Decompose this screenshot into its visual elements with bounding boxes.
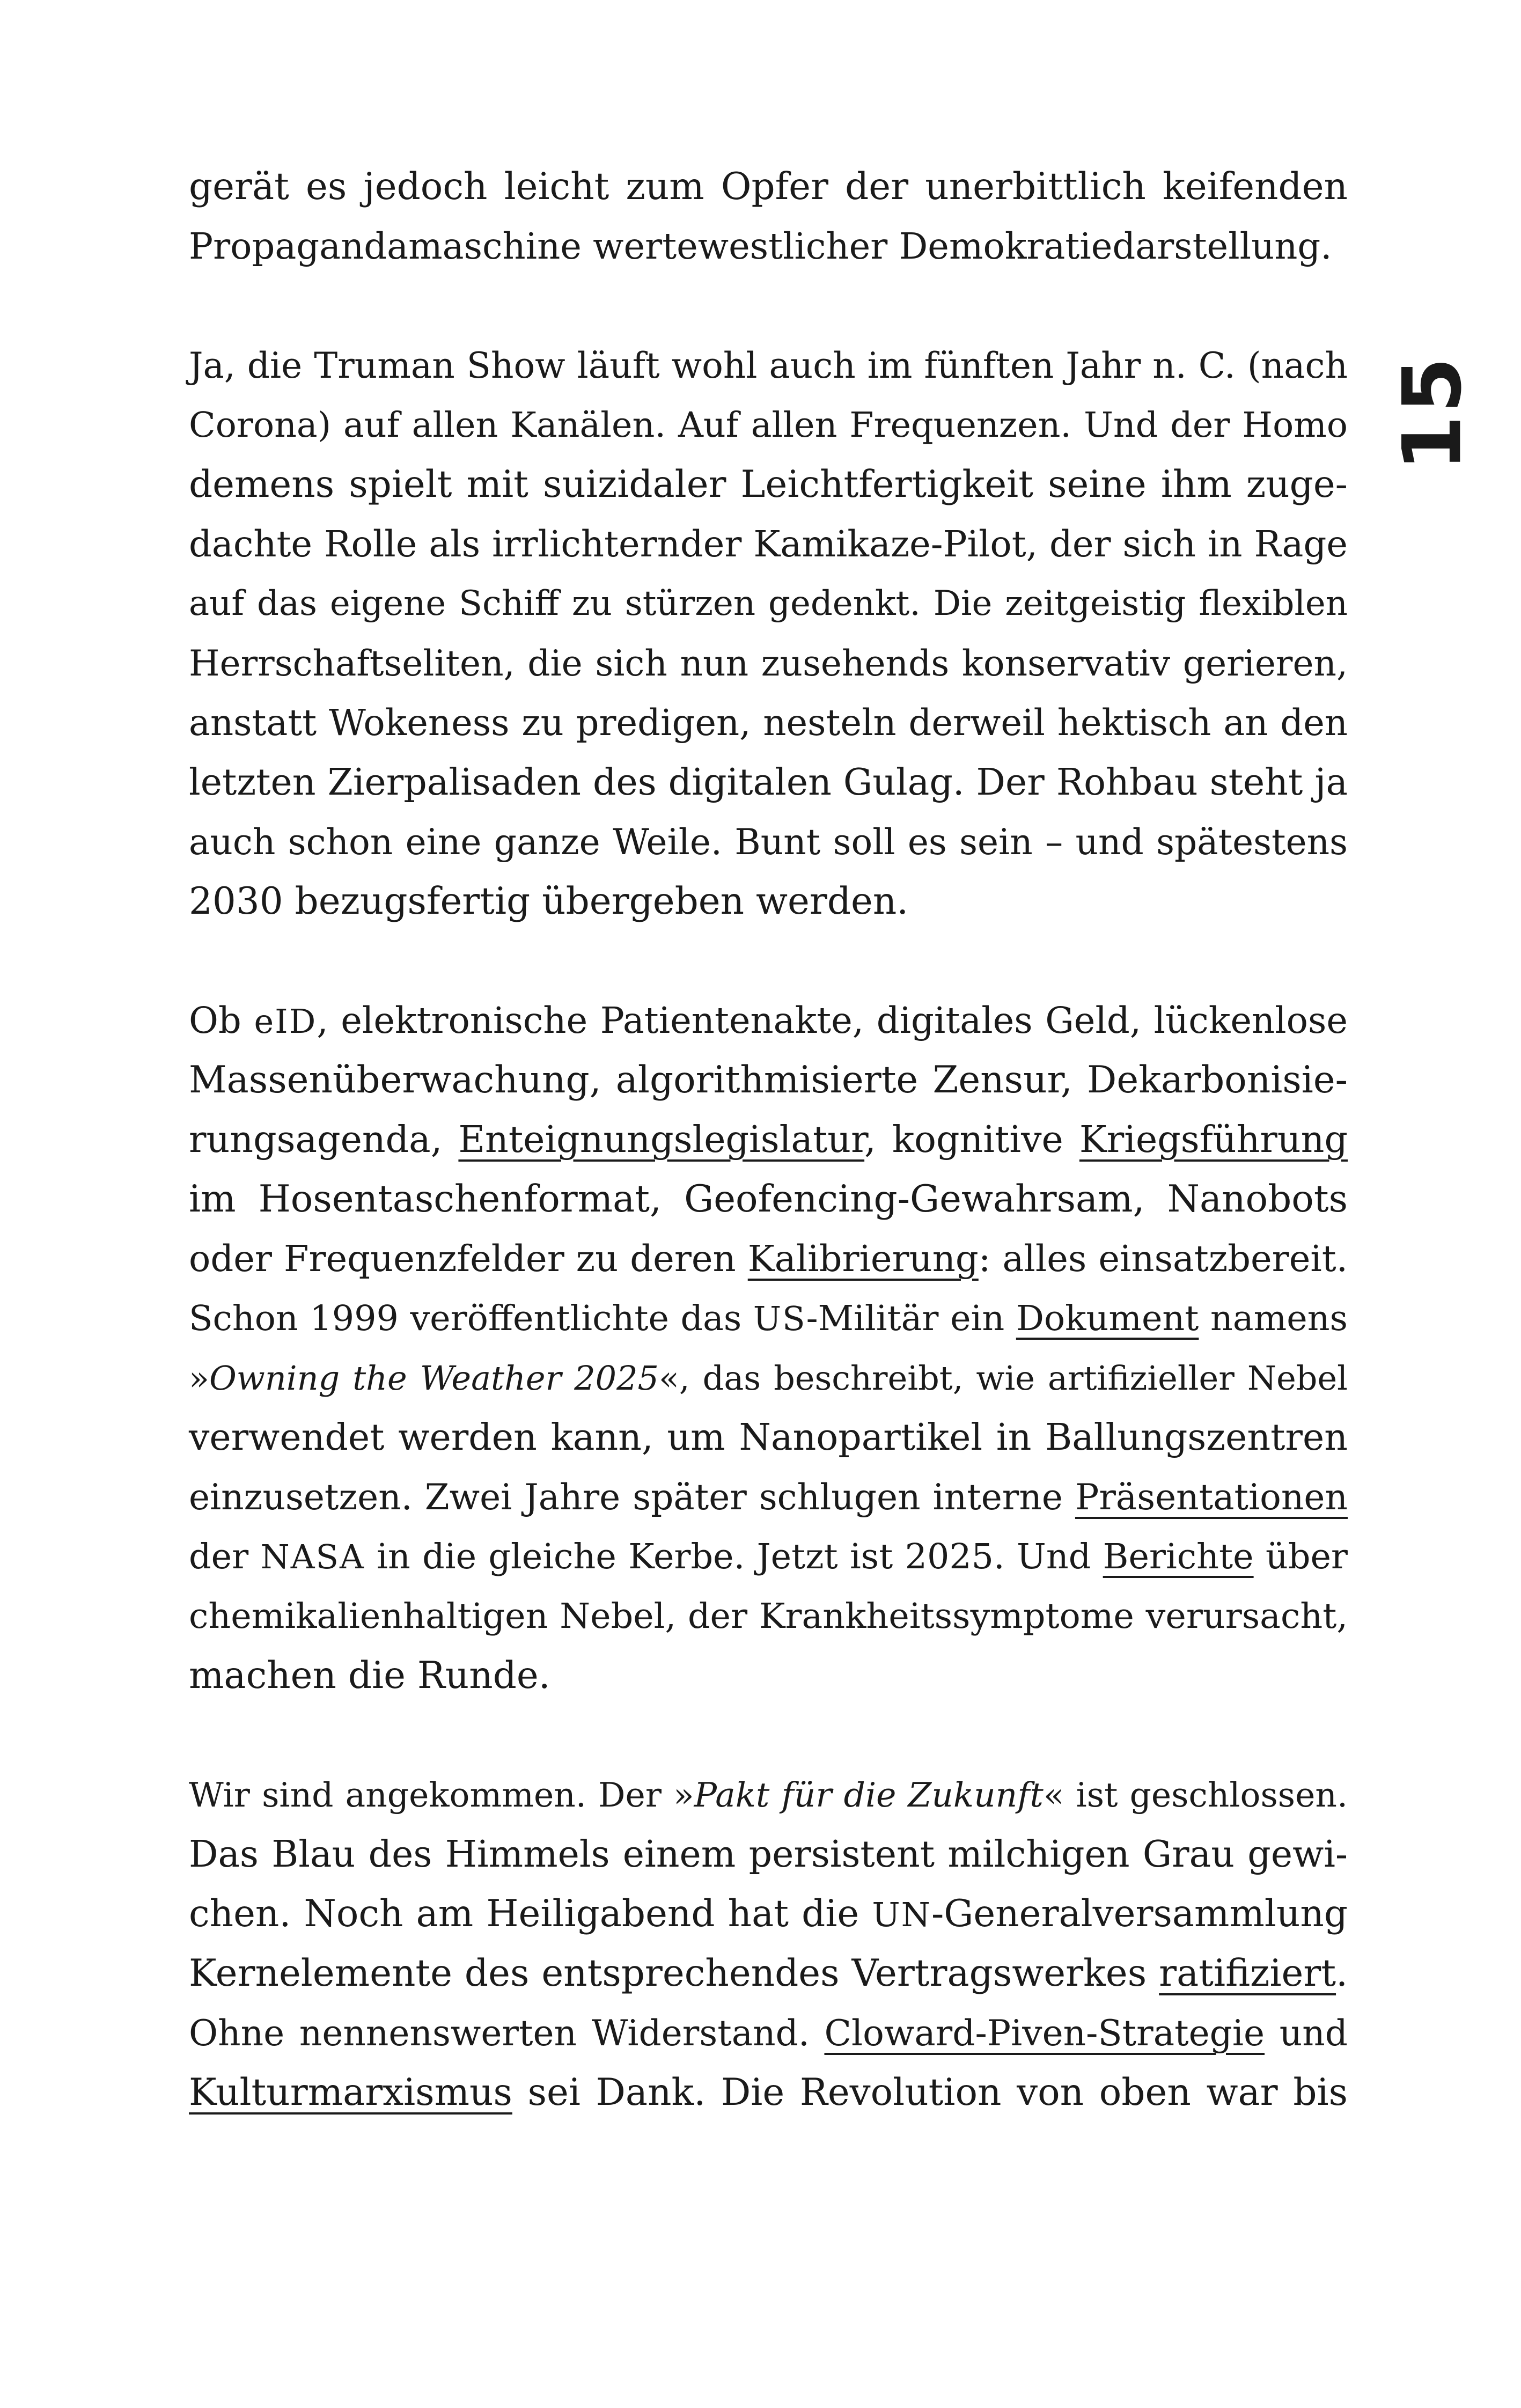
text-segment: einzusetzen. Zwei Jahre später schlugen interne bbox=[189, 1477, 1075, 1518]
text-segment: der bbox=[189, 1537, 261, 1577]
text-line bbox=[189, 515, 1348, 574]
text-segment: 2030 bezugsfertig übergeben werden. bbox=[189, 880, 909, 923]
text-segment: -Militär ein bbox=[806, 1298, 1016, 1339]
link-kalibrierung[interactable]: Kalibrierung bbox=[747, 1238, 979, 1280]
text-segment: verwendet werden kann, um Nanopartikel in Ballungszentren bbox=[189, 1416, 1348, 1459]
text-line bbox=[189, 217, 1348, 276]
text-segment: chemikalienhaltigen Nebel, der Krankheitssymptome verursacht, bbox=[189, 1596, 1348, 1636]
page-number-text: 15 bbox=[1386, 355, 1479, 472]
text-line bbox=[189, 395, 1348, 455]
text-line bbox=[189, 2003, 1348, 2063]
text-segment: , elektronische Patientenakte, digitales Geld, lückenlose bbox=[317, 1000, 1348, 1041]
text-segment: gerät es jedoch leicht zum Opfer der unerbittlich keifenden bbox=[189, 165, 1348, 208]
text-segment: anstatt Wokeness zu predigen, nesteln derweil hektisch an den bbox=[189, 702, 1348, 744]
paragraph bbox=[189, 1765, 1348, 2123]
text-segment: machen die Runde. bbox=[189, 1654, 550, 1697]
text-line bbox=[189, 574, 1348, 634]
link-berichte[interactable]: Berichte bbox=[1103, 1537, 1254, 1577]
text-segment: auf das eigene Schiff zu stürzen gedenkt. Die zeitgeistig flexiblen bbox=[189, 584, 1348, 623]
text-line bbox=[189, 1229, 1348, 1289]
link-kriegsfuehrung[interactable]: Kriegsführung bbox=[1079, 1119, 1348, 1161]
text-segment: « ist geschlossen. bbox=[1043, 1775, 1348, 1815]
text-line bbox=[189, 753, 1348, 812]
text-segment: Massenüberwachung, algorithmisierte Zensur, Dekarbonisie- bbox=[189, 1059, 1348, 1102]
text-line bbox=[189, 1051, 1348, 1110]
paragraph bbox=[189, 157, 1348, 276]
text-segment: in die gleiche Kerbe. Jetzt ist 2025. Und bbox=[364, 1537, 1103, 1577]
paragraph bbox=[189, 991, 1348, 1706]
text-line bbox=[189, 693, 1348, 753]
paragraph-gap bbox=[189, 931, 1348, 991]
text-segment: -Generalversammlung bbox=[931, 1892, 1348, 1935]
text-line bbox=[189, 1467, 1348, 1527]
text-segment: sei Dank. Die Revolution von oben war bis bbox=[512, 2071, 1348, 2114]
text-line bbox=[189, 1408, 1348, 1467]
text-segment: dachte Rolle als irrlichternder Kamikaze-Pilot, der sich in Rage bbox=[189, 523, 1348, 565]
link-dokument[interactable]: Dokument bbox=[1016, 1298, 1199, 1339]
text-segment: Herrschaftseliten, die sich nun zusehends konservativ gerieren, bbox=[189, 643, 1348, 684]
text-line bbox=[189, 1289, 1348, 1348]
text-line bbox=[189, 634, 1348, 693]
text-line bbox=[189, 991, 1348, 1051]
text-segment: Wir sind angekommen. Der » bbox=[189, 1775, 694, 1815]
text-line bbox=[189, 1170, 1348, 1229]
text-segment: im Hosentaschenformat, Geofencing-Gewahrsam, Nanobots bbox=[189, 1178, 1348, 1221]
italic-title: Pakt für die Zukunft bbox=[694, 1775, 1044, 1815]
text-segment: «, das beschreibt, wie artifizieller Nebel bbox=[659, 1359, 1348, 1398]
text-line bbox=[189, 157, 1348, 217]
text-segment: auch schon eine ganze Weile. Bunt soll es sein – und spätestens bbox=[189, 821, 1348, 863]
text-line bbox=[189, 812, 1348, 872]
text-line bbox=[189, 2063, 1348, 2123]
text-segment: namens bbox=[1199, 1298, 1348, 1339]
text-line bbox=[189, 1765, 1348, 1825]
text-line bbox=[189, 1348, 1348, 1408]
text-segment: Propagandamaschine wertewestlicher Demokratiedarstellung. bbox=[189, 225, 1332, 267]
paragraph bbox=[189, 336, 1348, 931]
acronym: eID bbox=[254, 1002, 317, 1041]
italic-title: Owning the Weather 2025 bbox=[209, 1359, 659, 1398]
text-segment: demens spielt mit suizidaler Leichtfertigkeit seine ihm zuge- bbox=[189, 463, 1348, 506]
paragraph-gap bbox=[189, 276, 1348, 336]
acronym: NASA bbox=[260, 1537, 365, 1576]
paragraph-gap bbox=[189, 1706, 1348, 1765]
text-segment: Schon 1999 veröffentlichte das bbox=[189, 1298, 753, 1339]
text-segment: » bbox=[189, 1359, 209, 1398]
page-number bbox=[1379, 349, 1486, 478]
text-line bbox=[189, 872, 1348, 931]
text-segment: . bbox=[1336, 1952, 1348, 1995]
text-segment: und bbox=[1265, 2013, 1348, 2054]
text-line bbox=[189, 1527, 1348, 1587]
acronym: UN bbox=[872, 1895, 931, 1934]
text-line bbox=[189, 1944, 1348, 2003]
text-line bbox=[189, 455, 1348, 515]
text-segment: : alles einsatzbereit. bbox=[978, 1238, 1348, 1280]
link-kulturmarxismus[interactable]: Kulturmarxismus bbox=[189, 2071, 512, 2114]
acronym: US bbox=[753, 1299, 806, 1338]
text-segment: Ob bbox=[189, 1000, 254, 1041]
text-segment: über bbox=[1253, 1537, 1348, 1577]
link-cloward-piven-strategie[interactable]: Cloward-Piven-Strategie bbox=[824, 2013, 1265, 2054]
text-segment: , kognitive bbox=[864, 1119, 1079, 1161]
text-segment: Ja, die Truman Show läuft wohl auch im fünften Jahr n. C. (nach bbox=[189, 345, 1348, 386]
text-line bbox=[189, 1587, 1348, 1646]
text-line bbox=[189, 1646, 1348, 1706]
text-segment: Das Blau des Himmels einem persistent milchigen Grau gewi- bbox=[189, 1833, 1348, 1876]
text-segment: Corona) auf allen Kanälen. Auf allen Frequenzen. Und der Homo bbox=[189, 405, 1348, 445]
text-segment: oder Frequenzfelder zu deren bbox=[189, 1238, 748, 1280]
text-line bbox=[189, 1110, 1348, 1170]
body-text bbox=[189, 157, 1348, 2123]
link-ratifiziert[interactable]: ratifiziert bbox=[1159, 1952, 1336, 1995]
link-enteignungslegislatur[interactable]: Enteignungslegislatur bbox=[458, 1119, 865, 1161]
text-segment: letzten Zierpalisaden des digitalen Gulag. Der Rohbau steht ja bbox=[189, 761, 1348, 804]
text-line bbox=[189, 336, 1348, 395]
text-segment: Kernelemente des entsprechendes Vertragswerkes bbox=[189, 1952, 1159, 1995]
text-segment: chen. Noch am Heiligabend hat die bbox=[189, 1892, 872, 1935]
text-line bbox=[189, 1884, 1348, 1944]
text-segment: rungsagenda, bbox=[189, 1119, 459, 1161]
text-line bbox=[189, 1825, 1348, 1884]
link-praesentationen[interactable]: Präsentationen bbox=[1075, 1477, 1348, 1518]
text-segment: Ohne nennenswerten Widerstand. bbox=[189, 2013, 825, 2054]
